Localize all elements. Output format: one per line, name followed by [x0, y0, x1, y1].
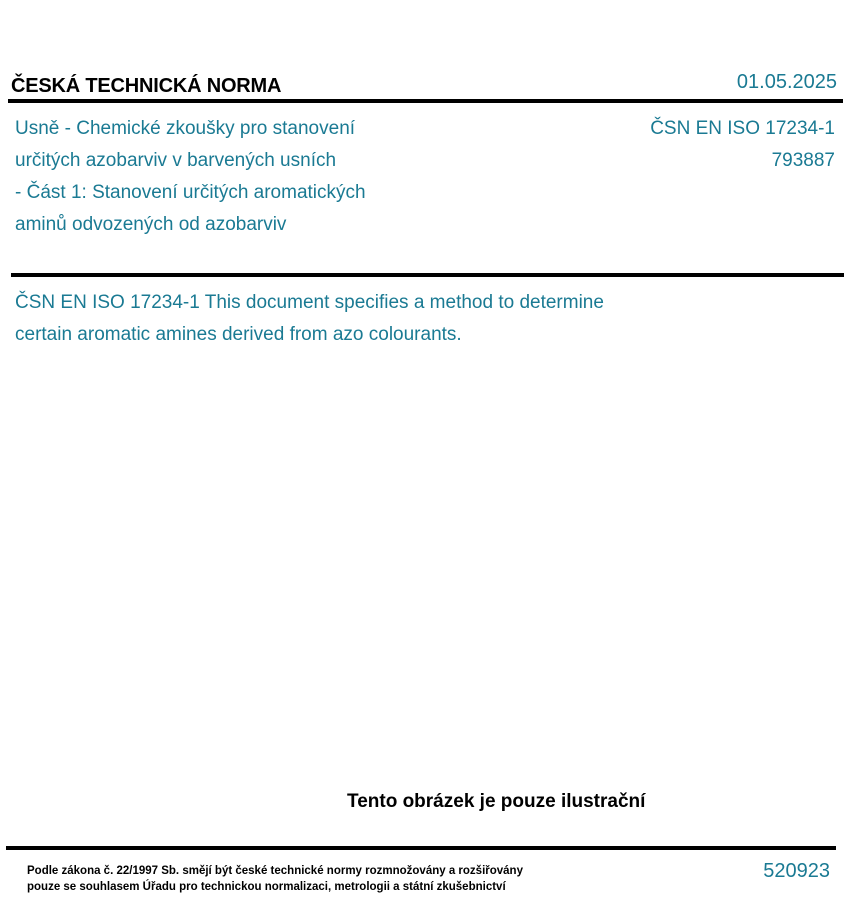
norm-class-number: 793887: [771, 150, 835, 171]
standard-title-line: určitých azobarviv v barvených usních: [15, 150, 337, 171]
header-divider: [8, 99, 843, 103]
legal-notice: [27, 863, 587, 895]
publication-date: 01.05.2025: [736, 71, 837, 93]
footer-divider: [6, 846, 836, 850]
title-divider: [11, 273, 844, 277]
standard-title: [15, 113, 455, 241]
standard-title-line: aminů odvozených od azobarviv: [15, 214, 287, 235]
abstract-text: [15, 287, 735, 351]
abstract-line: certain aromatic amines derived from azo colourants.: [15, 324, 462, 345]
standard-title-line: - Část 1: Stanovení určitých aromatických: [15, 182, 366, 203]
standard-title-line: Usně - Chemické zkoušky pro stanovení: [15, 118, 356, 139]
legal-notice-line: pouze se souhlasem Úřadu pro technickou normalizaci, metrologii a státní zkušebnictví: [27, 881, 506, 893]
document-type-heading: ČESKÁ TECHNICKÁ NORMA: [11, 75, 282, 97]
norm-designation: ČSN EN ISO 17234-1: [650, 118, 835, 139]
catalog-number: 520923: [763, 860, 830, 882]
legal-notice-line: Podle zákona č. 22/1997 Sb. smějí být české technické normy rozmnožovány a rozšiřovány: [27, 865, 523, 877]
abstract-line: ČSN EN ISO 17234-1 This document specifies a method to determine: [15, 292, 604, 313]
norm-identifier: [650, 113, 835, 177]
illustration-notice: Tento obrázek je pouze ilustrační: [347, 791, 646, 812]
